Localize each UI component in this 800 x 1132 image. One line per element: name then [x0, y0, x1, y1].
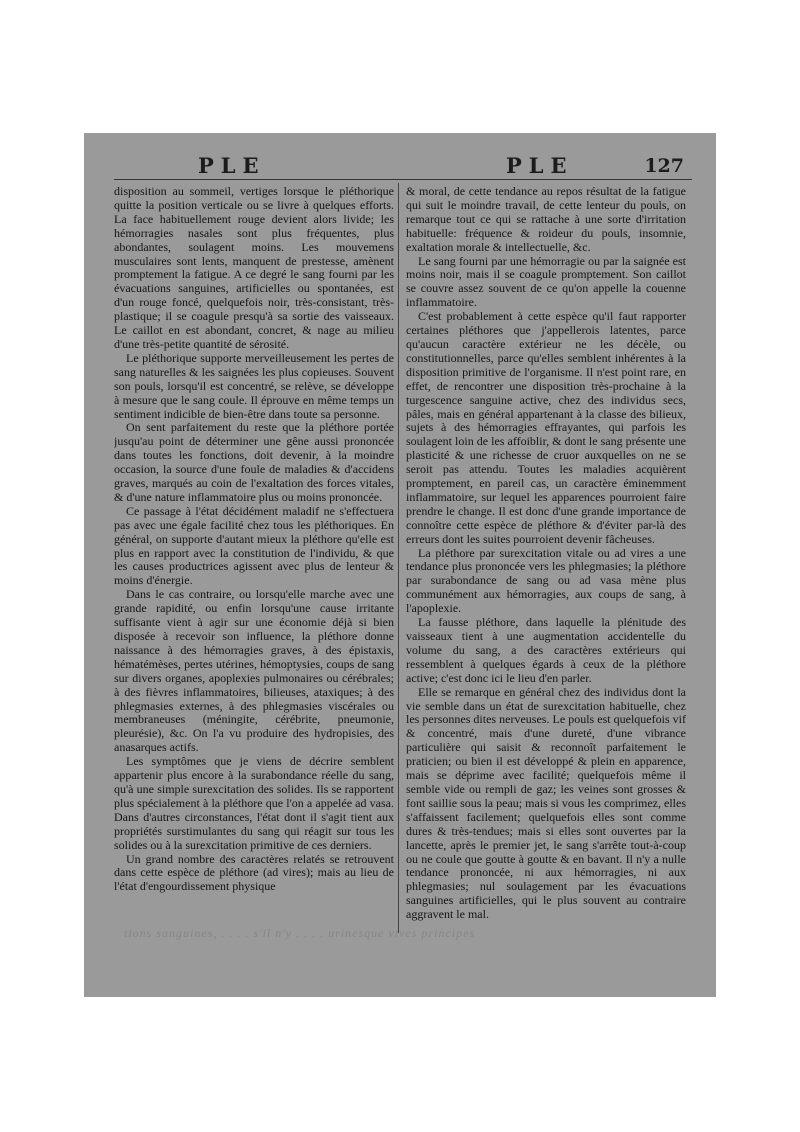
paragraph: Un grand nombre des caractères relatés se retrouvent dans cette espèce de pléthore (ad vires); mais au lieu de l'état d'engourdissement physique: [114, 851, 394, 894]
page-number: 127: [644, 155, 684, 177]
paragraph: La fausse pléthore, dans laquelle la plénitude des vaisseaux tient à une augmentation accidentelle du volume du sang, a des caractères extérieurs qui ressemblent à quelques égards à ceux de la pléthore active; c'est donc ici le lieu d'en parler.: [406, 615, 686, 685]
paragraph: Les symptômes que je viens de décrire semblent appartenir plus encore à la surabondance réelle du sang, qu'à une simple surexcitation des solides. Ils se rapportent plus spécialement à la pléthore que l'on a appelée ad vasa. Dans d'autres circonstances, l'état dont il s'agit tient aux propriétés surstimulantes du sang qui réagit sur tous les solides ou à la surexcitation primitive de ces derniers.: [114, 754, 394, 852]
header-right-word: PLE: [506, 153, 574, 178]
paragraph: Dans le cas contraire, ou lorsqu'elle marche avec une grande rapidité, ou enfin lorsqu'une cause irritante suffisante vient à agir sur une économie déjà si bien disposée à recevoir son influence, la pléthore donne naissance à des hémorragies graves, à des épistaxis, hématémèses, pertes utérines, hémoptysies, coups de sang sur divers organes, apoplexies pulmonaires ou cérébrales; à des fièvres inflammatoires, bilieuses, ataxiques; à des phlegmasies externes, à des phlegmasies viscérales ou membraneuses (méningite, cérébrite, pneumonie, pleurésie), &c. On l'a vu produire des hydropisies, des anasarques actifs.: [114, 587, 394, 755]
header-left-word: PLE: [198, 153, 266, 178]
paragraph: disposition au sommeil, vertiges lorsque le pléthorique quitte la position verticale ou se livre à quelques efforts. La face habituellement rouge devient alors livide; les hémorragies nasales sont plus fréquentes, plus abondantes, soulagent moins. Les mouvemens musculaires sont lents, manquent de prestesse, amènent promptement la fatigue. A ce degré le sang fourni par les évacuations sanguines, artificielles ou spontanées, est d'un rouge foncé, quelquefois noir, très-consistant, très-plastique; il se coagule presqu'à sa sortie des vaisseaux. Le caillot en est abondant, concret, & nage au milieu d'une très-petite quantité de sérosité.: [114, 185, 394, 351]
paragraph: & moral, de cette tendance au repos résultat de la fatigue qui suit le moindre travail, de cette lenteur du pouls, on remarque tout ce qui se rattache à une sorte d'irritation habituelle: fréquence & roideur du pouls, insomnie, exaltation morale & intellectuelle, &c.: [406, 185, 686, 254]
right-column: [406, 185, 686, 985]
header-rule: [114, 179, 692, 180]
left-column: [114, 185, 394, 985]
paragraph: La pléthore par surexcitation vitale ou ad vires a une tendance plus prononcée vers les phlegmasies; la pléthore par surabondance de sang ou ad vasa mène plus communément aux hémorragies, aux coups de sang, à l'apoplexie.: [406, 545, 686, 616]
paragraph: Le sang fourni par une hémorragie ou par la saignée est moins noir, mais il se coagule promptement. Son caillot se couvre assez souvent de ce qu'on appelle la couenne inflammatoire.: [406, 253, 686, 310]
paragraph: C'est probablement à cette espèce qu'il faut rapporter certaines pléthores que j'appellerois latentes, parce qu'aucun caractère extérieur ne les décèle, ou constitutionnelles, parce qu'elles semblent inhérentes à la disposition primitive de l'organisme. Il n'est point rare, en effet, de rencontrer une disposition très-prochaine à la turgescence sanguine active, chez des individus secs, pâles, mais en général appartenant à la classe des bilieux, sujets à des hémorragies effrayantes, qui parfois les soulagent loin de les affoiblir, & dont le sang présente une plasticité & une richesse de cruor auxquelles on ne se seroit pas attendu. Toutes les maladies acquièrent promptement, en pareil cas, un caractère éminemment inflammatoire, sur lequel les apparences pourroient faire prendre le change. Il est donc d'une grande importance de connoître cette espèce de pléthore & d'éviter par-là des erreurs dont les suites pourroient devenir fâcheuses.: [406, 309, 686, 546]
paragraph: Elle se remarque en général chez des individus dont la vie semble dans un état de surexcitation habituelle, chez les personnes dites nerveuses. Le pouls est quelquefois vif & concentré, mais d'une dureté, d'une vibrance particulière qui saisit & reconnoît parfaitement le praticien; ou bien il est développé & plein en apparence, mais se déprime avec facilité; quelquefois même il semble vide ou rempli de gaz; les veines sont grosses & font saillie sous la peau; mais si vous les comprimez, elles s'affaissent facilement; quelquefois elles sont comme dures & très-tendues; mais si elles sont ouvertes par la lancette, après le premier jet, le sang s'arrête tout-à-coup ou ne coule que goutte à goutte & en bavant. Il n'y a nulle tendance prononcée, ni aux hémorragies, ni aux phlegmasies; nul soulagement par les évacuations sanguines artificielles, qui le plus souvent au contraire aggravent le mal.: [406, 684, 686, 922]
paragraph: Ce passage à l'état décidément maladif ne s'effectuera pas avec une égale facilité chez tous les pléthoriques. En général, on supporte d'autant mieux la pléthore qu'elle est plus en rapport avec la constitution de l'individu, & que les causes productrices agissent avec plus de lenteur & moins d'énergie.: [114, 503, 394, 588]
book-page: [84, 133, 716, 997]
running-header: [84, 153, 716, 179]
paragraph: On sent parfaitement du reste que la pléthore portée jusqu'au point de déterminer une gêne aussi prononcée dans toutes les fonctions, doit devenir, à la moindre occasion, la source d'une foule de maladies & d'accidens graves, marqués au coin de l'exaltation des forces vitales, & d'une nature inflammatoire plus ou moins prononcée.: [114, 420, 394, 504]
column-divider: [398, 183, 399, 933]
paragraph: Le pléthorique supporte merveilleusement les pertes de sang naturelles & les saignées les plus copieuses. Souvent son pouls, lorsqu'il est concentré, se relève, se développe à mesure que le sang coule. Il éprouve en même temps un sentiment indicible de bien-être dans toute sa personne.: [114, 350, 394, 421]
bleed-through-text: tions sanguines, . . . . s'il n'y . . . . urinesque vives principes: [124, 926, 476, 940]
